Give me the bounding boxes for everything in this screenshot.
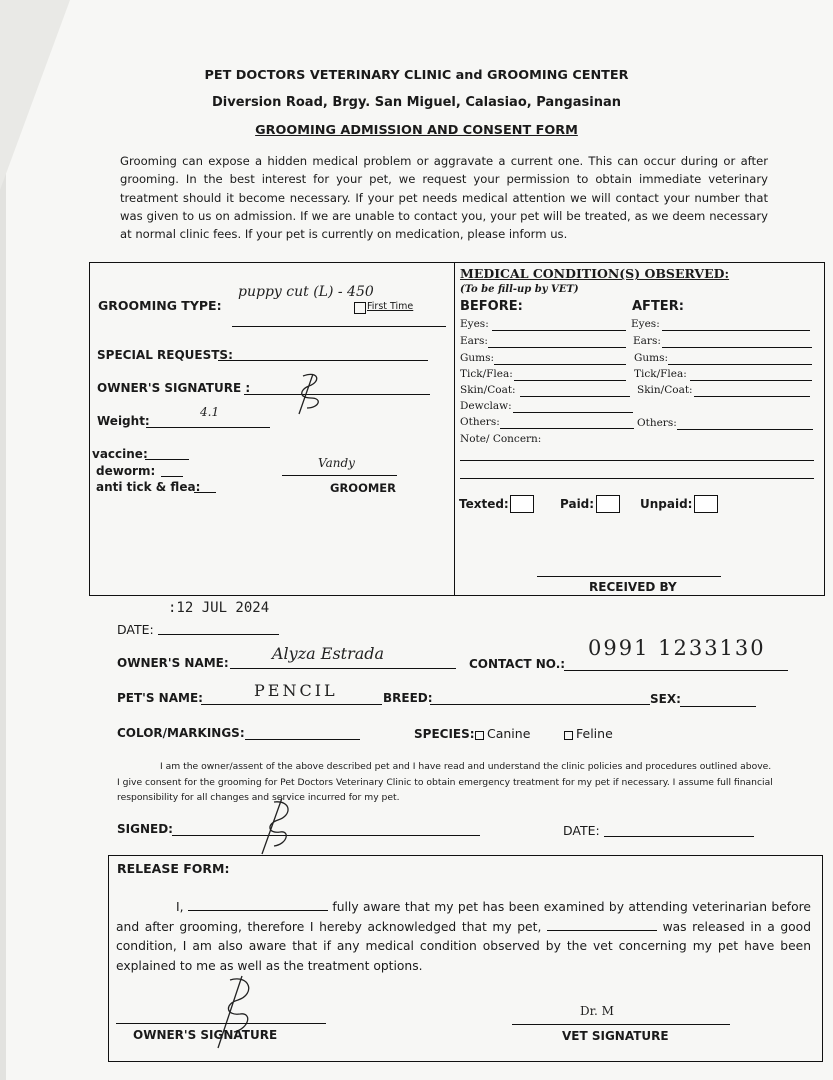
pet-name-label: PET'S NAME: [117, 691, 203, 705]
paid-checkbox[interactable] [596, 495, 620, 513]
contact-line [564, 670, 788, 671]
before-label: BEFORE: [460, 299, 523, 314]
contact-label: CONTACT NO.: [469, 657, 566, 671]
owner-signature-line[interactable] [244, 394, 430, 395]
after-others: Others: [637, 417, 677, 429]
paid-label: Paid: [560, 497, 595, 511]
canine-label: Canine [487, 726, 531, 741]
anti-tick-line[interactable] [194, 492, 216, 493]
after-skin-line[interactable] [694, 396, 810, 397]
feline-label: Feline [576, 726, 613, 741]
special-requests-line[interactable] [218, 360, 428, 361]
date-value[interactable]: :12 JUL 2024 [168, 600, 270, 616]
owner-name-value[interactable]: Alyza Estrada [272, 644, 385, 663]
weight-value[interactable]: 4.1 [200, 405, 220, 419]
release-part-1: I, [176, 900, 184, 914]
after-label: AFTER: [632, 299, 684, 314]
date-label: DATE: [117, 622, 154, 637]
note-line-2[interactable] [460, 478, 814, 479]
owner-name-label: OWNER'S NAME: [117, 656, 229, 670]
after-ears-line[interactable] [662, 347, 812, 348]
color-markings-line[interactable] [245, 739, 360, 740]
vet-signature-line[interactable] [512, 1024, 730, 1025]
first-time-checkbox[interactable] [354, 302, 366, 314]
grooming-type-label: GROOMING TYPE: [98, 298, 222, 313]
groomer-value: Vandy [318, 456, 355, 470]
vet-signature-value: Dr. M [580, 1004, 614, 1018]
texted-label: Texted: [459, 497, 509, 511]
release-paragraph [116, 898, 811, 976]
before-tick: Tick/Flea: [460, 368, 513, 380]
form-title: GROOMING ADMISSION AND CONSENT FORM [255, 123, 578, 138]
before-dewclaw-line[interactable] [513, 412, 633, 413]
before-gums-line[interactable] [494, 364, 626, 365]
texted-checkbox[interactable] [510, 495, 534, 513]
release-part-2: fully aware that my pet has been examined by attending veterinarian before and after grooming, therefore I hereby acknowledged that my pet, [116, 900, 811, 934]
release-title: RELEASE FORM: [117, 861, 230, 876]
deworm-line[interactable] [161, 476, 183, 477]
signed-scribble [248, 796, 308, 856]
special-requests-label: SPECIAL REQUESTS: [97, 348, 233, 362]
medical-subtitle: (To be fill-up by VET) [460, 284, 579, 295]
breed-label: BREED: [383, 691, 433, 705]
release-owner-signature-line[interactable] [116, 1023, 326, 1024]
after-gums: Gums: [634, 352, 669, 364]
species-label: SPECIES: [414, 727, 475, 741]
sex-label: SEX: [650, 692, 681, 706]
received-by-line[interactable] [537, 576, 721, 577]
grooming-type-line [232, 326, 446, 327]
after-tick-line[interactable] [690, 380, 812, 381]
consent-date-line[interactable] [604, 836, 754, 837]
owner-signature-scribble [285, 368, 335, 418]
after-ears: Ears: [633, 335, 661, 347]
release-part-3: was released in a good condition, I am also aware that if any medical condition observed by the vet concerning my pet have been explained to me as well as the treatment options. [116, 919, 812, 973]
groomer-label: GROOMER [330, 481, 397, 495]
after-others-line[interactable] [677, 429, 813, 430]
date-line [158, 634, 279, 635]
weight-line [146, 427, 270, 428]
unpaid-checkbox[interactable] [694, 495, 718, 513]
unpaid-label: Unpaid: [640, 497, 693, 511]
column-divider [454, 263, 455, 595]
before-eyes-line[interactable] [492, 330, 626, 331]
release-owner-signature-label: OWNER'S SIGNATURE [133, 1028, 278, 1042]
first-time-label: First Time [367, 301, 414, 312]
owner-name-line [230, 668, 456, 669]
before-eyes: Eyes: [460, 318, 489, 330]
weight-label: Weight: [97, 414, 150, 428]
received-by-label: RECEIVED BY [589, 580, 677, 594]
note-line-1[interactable] [460, 460, 814, 461]
before-skin-line[interactable] [520, 396, 630, 397]
vet-signature-label: VET SIGNATURE [562, 1029, 669, 1043]
before-ears: Ears: [460, 335, 488, 347]
pet-name-line [201, 704, 382, 705]
before-skin: Skin/Coat: [460, 384, 516, 396]
before-tick-line[interactable] [514, 380, 626, 381]
contact-value[interactable]: 0991 1233130 [588, 636, 766, 660]
sex-line[interactable] [680, 706, 756, 707]
before-ears-line[interactable] [488, 347, 626, 348]
release-pet-blank[interactable] [547, 920, 657, 931]
after-eyes-line[interactable] [662, 330, 810, 331]
color-markings-label: COLOR/MARKINGS: [117, 726, 245, 740]
medical-title: MEDICAL CONDITION(S) OBSERVED: [460, 266, 730, 281]
pet-name-value[interactable]: PENCIL [254, 681, 338, 700]
consent-line-1: I am the owner/assent of the above described pet and I have read and understand the clinic policies and procedures outlined above. [160, 761, 772, 772]
consent-date-label: DATE: [563, 823, 600, 838]
before-others-line[interactable] [500, 428, 634, 429]
feline-checkbox[interactable] [564, 731, 573, 740]
before-gums: Gums: [460, 352, 495, 364]
anti-tick-label: anti tick & flea: [96, 480, 201, 494]
after-tick: Tick/Flea: [634, 368, 687, 380]
signed-line[interactable] [172, 835, 480, 836]
release-owner-blank[interactable] [188, 900, 328, 911]
canine-checkbox[interactable] [475, 731, 484, 740]
vaccine-line[interactable] [145, 459, 189, 460]
vaccine-label: vaccine: [92, 447, 148, 461]
clinic-address: Diversion Road, Brgy. San Miguel, Calasiao, Pangasinan [212, 95, 621, 110]
consent-line-2: I give consent for the grooming for Pet Doctors Veterinary Clinic to obtain emergency treatment for my pet if necessary. I assume full financial [117, 777, 773, 788]
signed-label: SIGNED: [117, 822, 173, 836]
clinic-name: PET DOCTORS VETERINARY CLINIC and GROOMING CENTER [204, 68, 629, 83]
after-gums-line[interactable] [668, 364, 812, 365]
before-dewclaw: Dewclaw: [460, 400, 512, 412]
after-eyes: Eyes: [631, 318, 660, 330]
deworm-label: deworm: [96, 464, 156, 478]
breed-line[interactable] [430, 704, 650, 705]
intro-paragraph: Grooming can expose a hidden medical problem or aggravate a current one. This can occur during or after grooming. In the best interest for your pet, we request your permission to obtain immediate veterinary treatment should it become necessary. If your pet needs medical attention we will contact your number that was given to us on admission. If we are unable to contact you, your pet will be treated, as we deem necessary at normal clinic fees. If your pet is currently on medication, please inform us. [120, 154, 768, 242]
after-skin: Skin/Coat: [637, 384, 693, 396]
groomer-line [282, 475, 397, 476]
note-label: Note/ Concern: [460, 433, 542, 445]
consent-line-3: responsibility for all changes and service incurred for my pet. [117, 792, 400, 803]
grooming-type-value[interactable]: puppy cut (L) - 450 [238, 284, 374, 300]
owner-signature-label: OWNER'S SIGNATURE : [97, 381, 251, 395]
before-others: Others: [460, 416, 500, 428]
